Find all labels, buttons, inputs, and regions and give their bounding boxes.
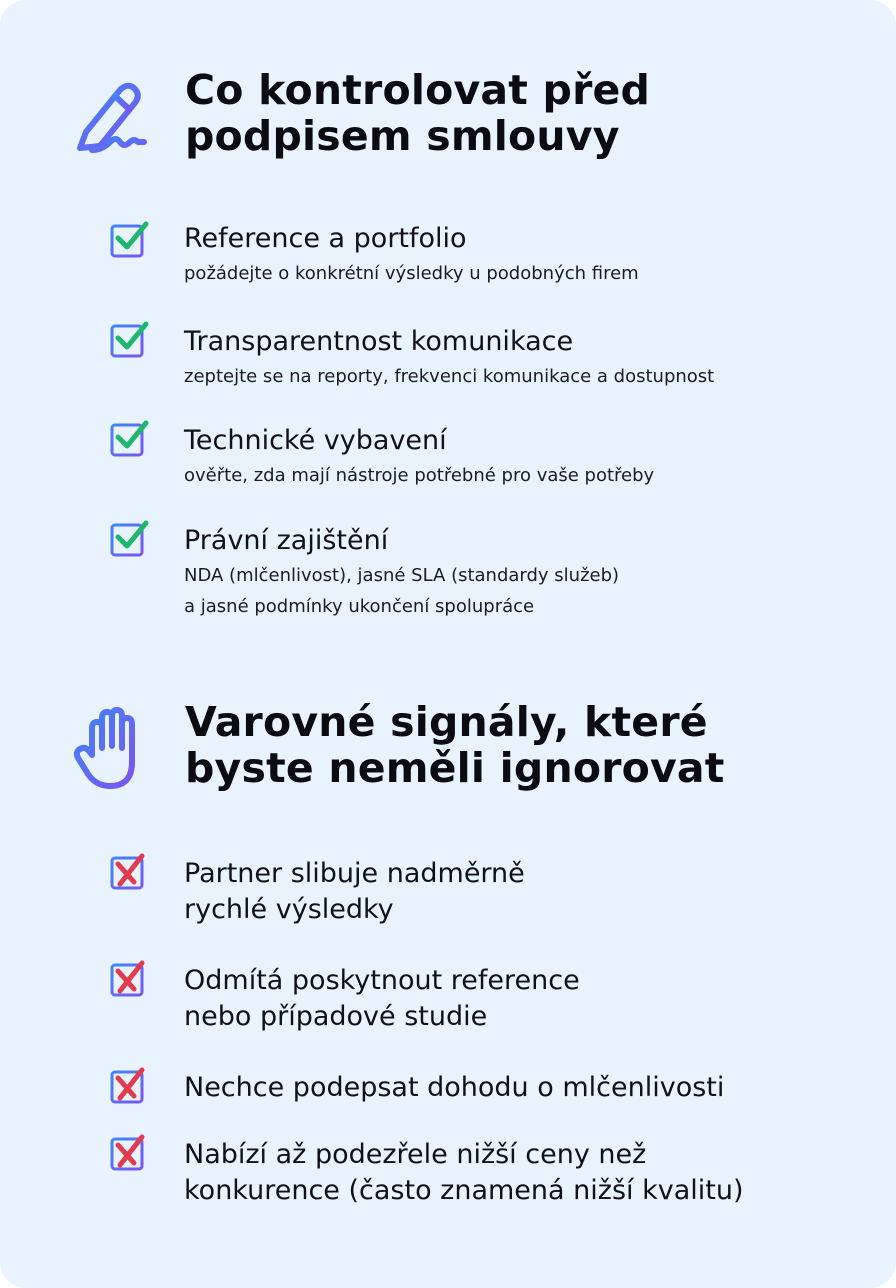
check-item-title: Reference a portfolio xyxy=(184,223,467,254)
warning-item-text: Nabízí až podezřele nižší ceny než xyxy=(184,1139,647,1170)
section-warnings-heading-line2: byste neměli ignorovat xyxy=(185,744,725,792)
warning-item-text: rychlé výsledky xyxy=(184,894,394,925)
check-item-title: Technické vybavení xyxy=(184,425,447,456)
checkbox-crossed-icon xyxy=(108,959,150,999)
section-warnings-heading xyxy=(185,699,865,791)
checkbox-checked-icon xyxy=(108,519,150,559)
checkbox-crossed-icon xyxy=(108,1066,150,1106)
check-item-title: Právní zajištění xyxy=(184,525,389,556)
check-item-desc: NDA (mlčenlivost), jasné SLA (standardy služeb) xyxy=(184,565,620,586)
section-warnings-heading-line1: Varovné signály, které xyxy=(185,698,708,746)
warning-item-text: Partner slibuje nadměrně xyxy=(184,858,525,889)
checkbox-checked-icon xyxy=(108,220,150,260)
hand-stop-icon xyxy=(72,702,148,794)
section-checks-heading-line1: Co kontrolovat před xyxy=(185,66,651,114)
check-item-desc: zeptejte se na reporty, frekvenci komunikace a dostupnost xyxy=(184,366,715,387)
check-item-desc: požádejte o konkrétní výsledky u podobných firem xyxy=(184,263,639,284)
checkbox-checked-icon xyxy=(108,419,150,459)
pen-signature-icon xyxy=(72,76,152,156)
warning-item-text: konkurence (často znamená nižší kvalitu) xyxy=(184,1175,744,1206)
section-checks-heading xyxy=(185,67,865,159)
check-item-desc: ověřte, zda mají nástroje potřebné pro vaše potřeby xyxy=(184,465,655,486)
checkbox-checked-icon xyxy=(108,320,150,360)
check-item-desc: a jasné podmínky ukončení spolupráce xyxy=(184,596,535,617)
checkbox-crossed-icon xyxy=(108,1133,150,1173)
warning-item-text: Nechce podepsat dohodu o mlčenlivosti xyxy=(184,1072,725,1103)
warning-item-text: Odmítá poskytnout reference xyxy=(184,965,580,996)
checkbox-crossed-icon xyxy=(108,852,150,892)
check-item-title: Transparentnost komunikace xyxy=(184,326,574,357)
warning-item-text: nebo případové studie xyxy=(184,1001,488,1032)
section-checks-heading-line2: podpisem smlouvy xyxy=(185,112,620,160)
